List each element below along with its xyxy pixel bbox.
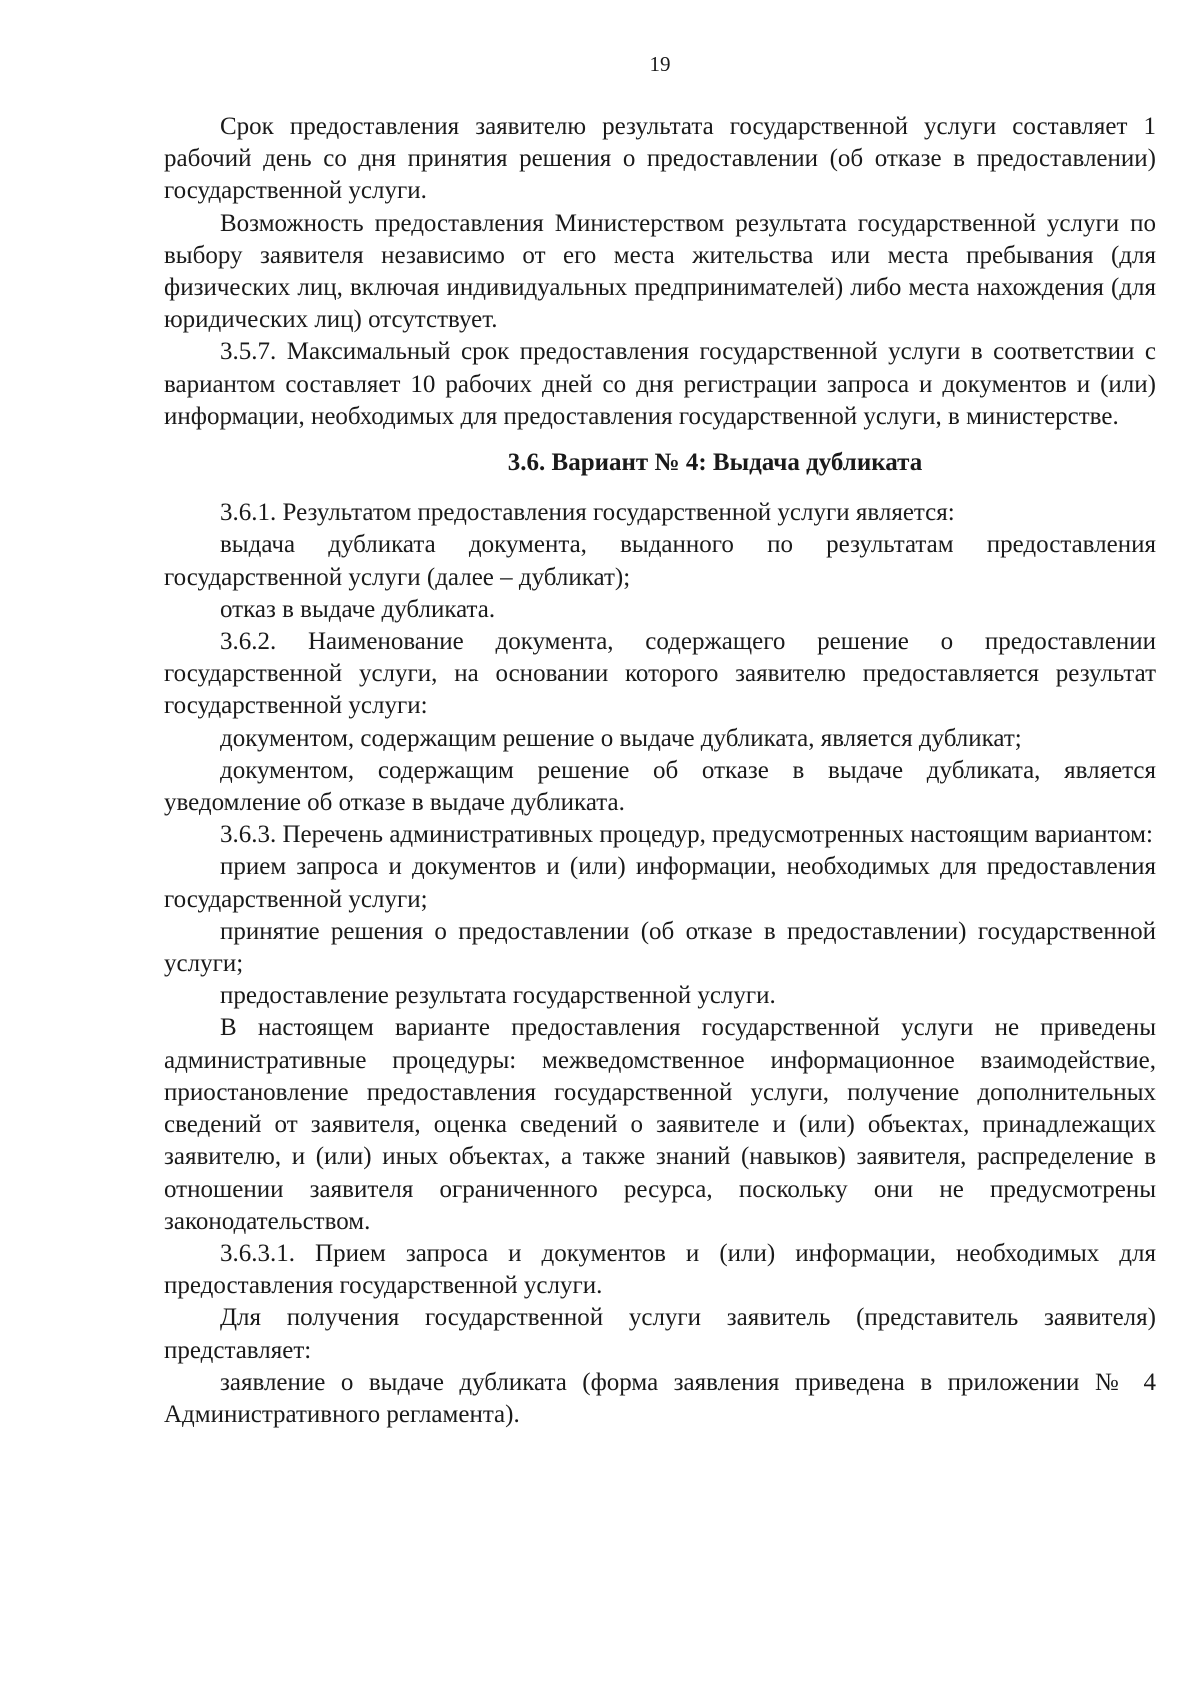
document-body <box>164 111 1156 1431</box>
paragraph: Срок предоставления заявителю результата государственной услуги составляет 1 рабочий день со дня принятия решения о предоставлении (об отказе в предоставлении) государственной услуги. <box>164 113 1156 205</box>
paragraph: Возможность предоставления Министерством результата государственной услуги по выбору заявителя независимо от его места жительства или места пребывания (для физических лиц, включая индивидуальных предпринимателей) либо места нахождения (для юридических лиц) отсутствует. <box>164 209 1156 334</box>
paragraph: принятие решения о предоставлении (об отказе в предоставлении) государственной услуги; <box>164 917 1156 978</box>
page-number: 19 <box>649 52 671 76</box>
paragraph: 3.6.1. Результатом предоставления государственной услуги является: <box>220 499 955 527</box>
paragraph: 3.6.3. Перечень административных процедур, предусмотренных настоящим вариантом: <box>220 821 1153 849</box>
paragraph: документом, содержащим решение об отказе в выдаче дубликата, является уведомление об отказе в выдаче дубликата. <box>164 756 1156 817</box>
paragraph: В настоящем варианте предоставления государственной услуги не приведены административные процедуры: межведомственное информационное взаимодействие, приостановление предоставления государственной услуги, получение дополнительных сведений от заявителя, оценка сведений о заявителе и (или) объектах, принадлежащих заявителю, и (или) иных объектах, а также знаний (навыков) заявителя, распределение в отношении заявителя ограниченного ресурса, поскольку они не предусмотрены законодательством. <box>164 1014 1156 1235</box>
paragraph: отказ в выдаче дубликата. <box>220 595 496 623</box>
paragraph: заявление о выдаче дубликата (форма заявления приведена в приложении № 4 Административного регламента). <box>164 1368 1156 1428</box>
paragraph: 3.5.7. Максимальный срок предоставления государственной услуги в соответствии с вариантом составляет 10 рабочих дней со дня регистрации запроса и документов и (или) информации, необходимых для предоставления государственной услуги, в министерстве. <box>164 338 1156 430</box>
section-heading: 3.6. Вариант № 4: Выдача дубликата <box>507 449 923 477</box>
paragraph: Для получения государственной услуги заявитель (представитель заявителя) представляет: <box>164 1304 1156 1364</box>
paragraph: 3.6.3.1. Прием запроса и документов и (или) информации, необходимых для предоставления государственной услуги. <box>164 1239 1156 1300</box>
paragraph: 3.6.2. Наименование документа, содержащего решение о предоставлении государственной услуги, на основании которого заявителю предоставляется результат государственной услуги: <box>164 628 1156 720</box>
paragraph: выдача дубликата документа, выданного по результатам предоставления государственной услуги (далее – дубликат); <box>164 531 1156 591</box>
paragraph: документом, содержащим решение о выдаче дубликата, является дубликат; <box>220 724 1022 752</box>
paragraph: предоставление результата государственной услуги. <box>220 982 776 1010</box>
paragraph: прием запроса и документов и (или) информации, необходимых для предоставления государственной услуги; <box>164 853 1156 913</box>
